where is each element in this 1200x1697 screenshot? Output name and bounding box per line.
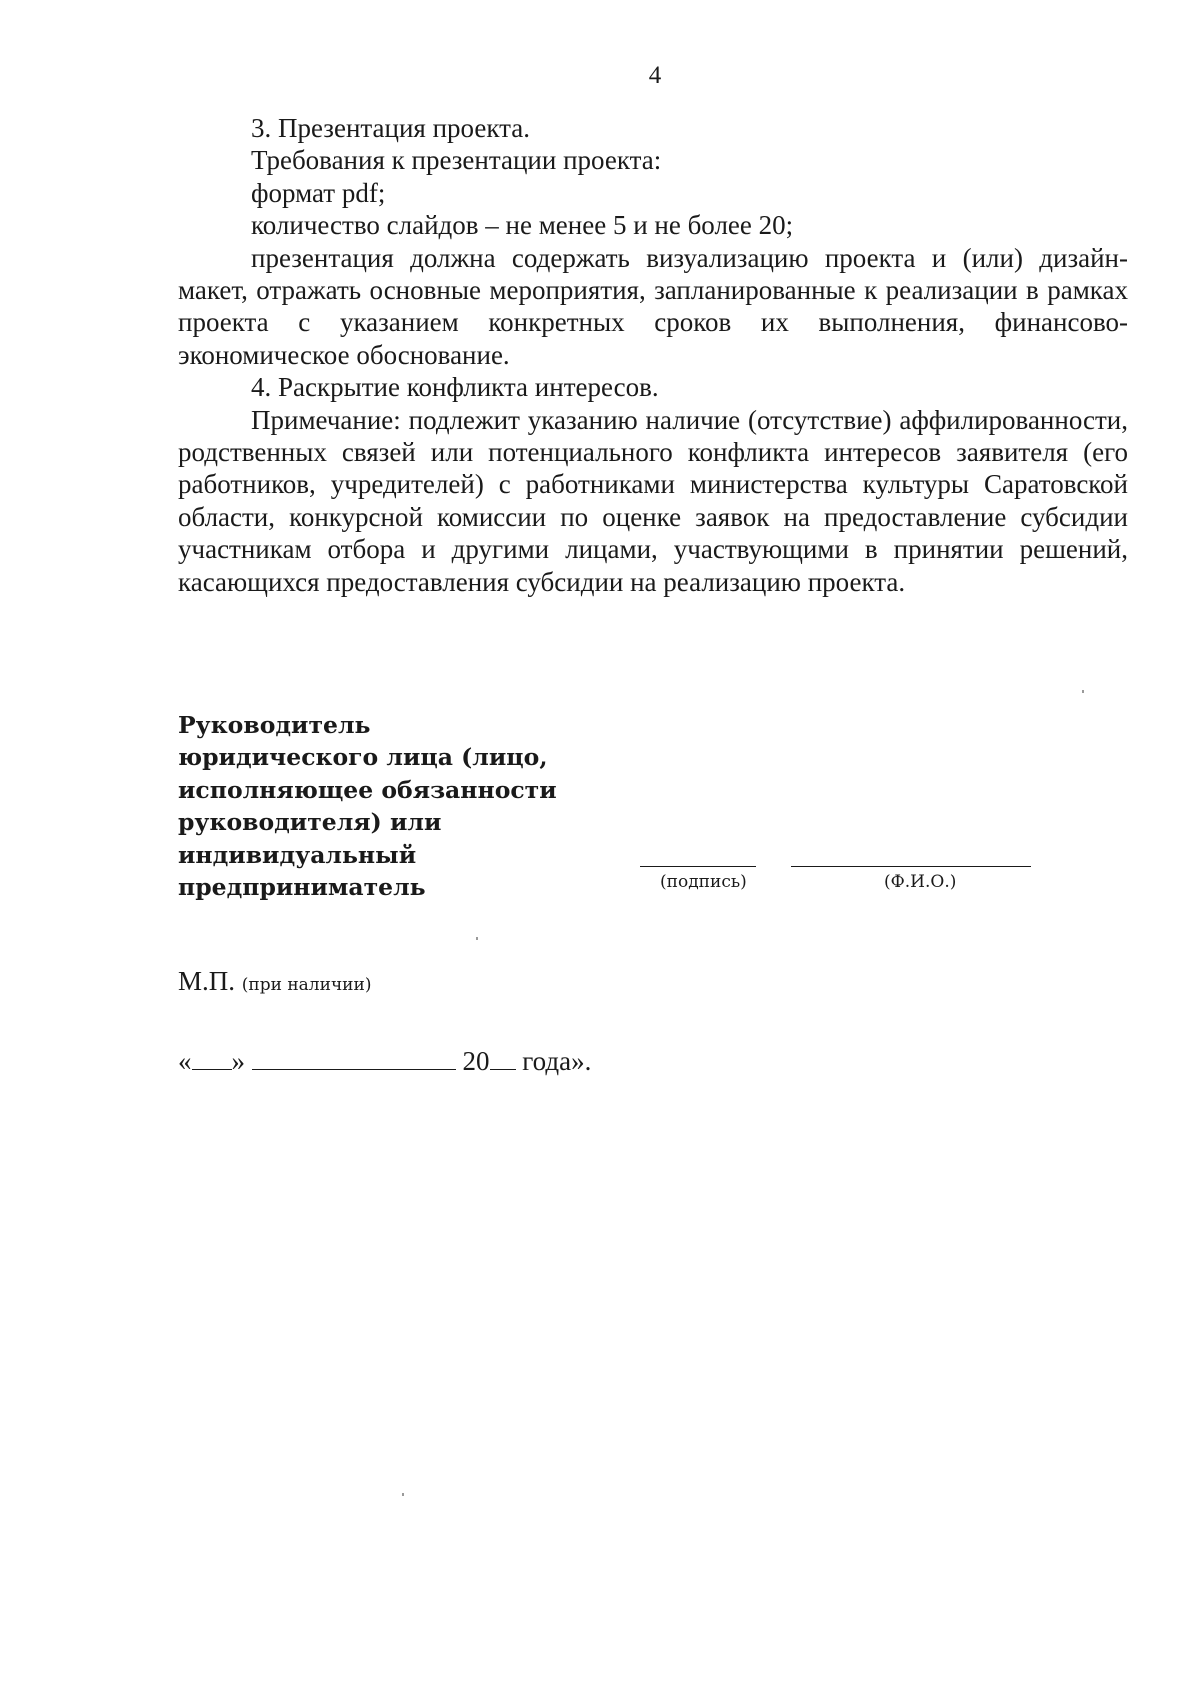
paragraph-conflict-note: Примечание: подлежит указанию наличие (отсутствие) аффилированности, родственных связей или потенциального конфликта интересов заявителя (его работников, учредителей) с работниками министерства культуры Саратовской области, конкурсной комиссии по оценке заявок на предоставление субсидии участникам отбора и другими лицами, участвующими в принятии решений, касающихся предоставления субсидии на реализацию проекта. — [178, 404, 1128, 597]
scan-speck — [476, 937, 478, 940]
stamp-note: (при наличии) — [241, 975, 372, 995]
signer-title: Руководитель юридического лица (лицо, исполняющее обязанности руководителя) или индивидуальный предприниматель — [178, 711, 557, 902]
paragraph-slide-count: количество слайдов – не менее 5 и не более 20; — [251, 210, 794, 241]
year-suffix: года». — [515, 1046, 592, 1076]
date-open-quote: « — [178, 1046, 192, 1076]
document-body — [178, 112, 1128, 598]
month-blank — [252, 1045, 456, 1070]
paragraph-presentation-heading: 3. Презентация проекта. — [251, 113, 530, 143]
signature-line — [640, 866, 756, 867]
year-blank — [490, 1045, 516, 1070]
paragraph-presentation-content: презентация должна содержать визуализацию проекта и (или) дизайн-макет, отражать основные мероприятия, запланированные к реализации в рамках проекта с указанием конкретных сроков их выполнения, финансово-экономическое обоснование. — [178, 242, 1128, 370]
date-line — [178, 1045, 591, 1077]
page-number: 4 — [648, 62, 662, 89]
paragraph-format: формат pdf; — [251, 177, 386, 208]
full-name-line — [791, 866, 1031, 867]
date-close-quote: » — [231, 1046, 245, 1076]
stamp-placeholder — [178, 966, 371, 997]
day-blank — [192, 1045, 232, 1070]
scan-speck — [1082, 690, 1084, 693]
scan-speck — [402, 1493, 404, 1496]
year-prefix: 20 — [462, 1046, 490, 1076]
full-name-caption: (Ф.И.О.) — [884, 872, 957, 892]
paragraph-presentation-requirements: Требования к презентации проекта: — [251, 145, 662, 176]
stamp-label: М.П. — [178, 966, 236, 996]
signature-caption: (подпись) — [660, 872, 747, 892]
paragraph-conflict-heading: 4. Раскрытие конфликта интересов. — [251, 372, 659, 403]
